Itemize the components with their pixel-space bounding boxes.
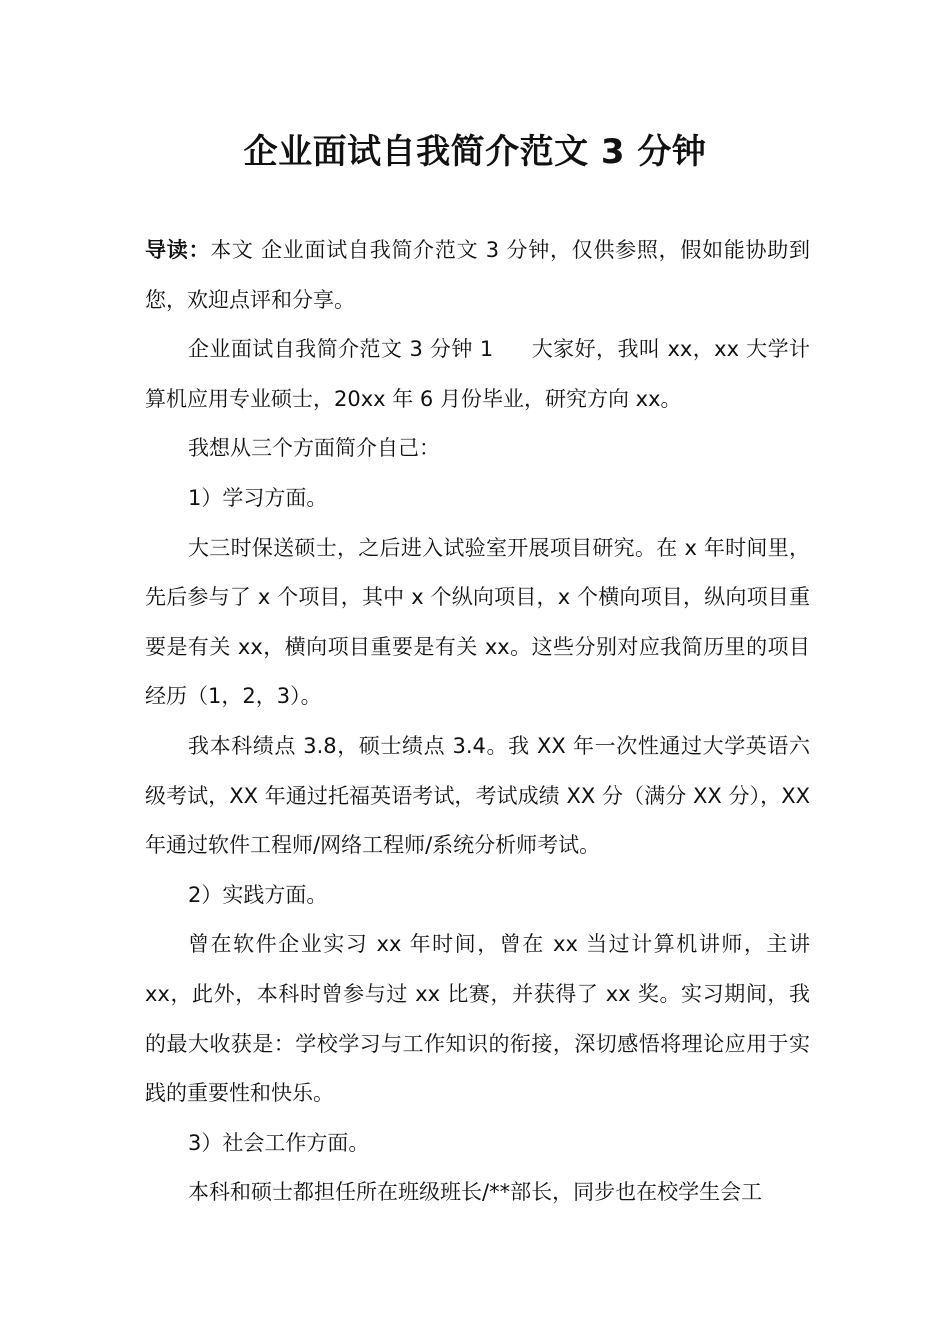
paragraph-8: 3）社会工作方面。 [188, 1130, 370, 1155]
paragraph-7: 曾在软件企业实习 xx 年时间，曾在 xx 当过计算机讲师，主讲 xx，此外，本科时曾参与过 xx 比赛，并获得了 xx 奖。实习期间，我的最大收获是：学校学习与工作知识的衔接，深切感悟将理论应用于实践的重要性和快乐。 [145, 932, 810, 1106]
paragraph-5: 我本科绩点 3.8，硕士绩点 3.4。我 XX 年一次性通过大学英语六级考试，XX 年通过托福英语考试，考试成绩 XX 分（满分 XX 分），XX 年通过软件工程师/网络工程师/系统分析师考试。 [145, 733, 810, 858]
paragraph-6: 2）实践方面。 [188, 882, 328, 907]
paragraph-1: 大家好，我叫 xx，xx 大学计算机应用专业硕士，20xx 年 6 月份毕业，研究方向 xx。 [145, 337, 811, 411]
paragraph-2: 我想从三个方面简介自己： [188, 436, 440, 461]
intro-paragraph [145, 325, 810, 424]
paragraph-4: 大三时保送硕士，之后进入试验室开展项目研究。在 x 年时间里，先后参与了 x 个项目，其中 x 个纵向项目，x 个横向项目，纵向项目重要是有关 xx，横向项目重要是有关 xx。这些分别对应我简历里的项目经历（1，2，3）。 [145, 535, 810, 709]
lead-text: 本文 企业面试自我简介范文 3 分钟，仅供参照，假如能协助到您，欢迎点评和分享。 [145, 238, 811, 312]
document-title: 企业面试自我简介范文 3 分钟 [243, 132, 707, 172]
lead-paragraph [145, 226, 810, 325]
section-heading: 企业面试自我简介范文 3 分钟 1 [188, 337, 494, 362]
lead-label: 导读： [145, 238, 211, 262]
paragraph-9: 本科和硕士都担任所在班级班长/**部长，同步也在校学生会工 [188, 1180, 763, 1205]
document-body [145, 226, 810, 1218]
paragraph-3: 1）学习方面。 [188, 485, 328, 510]
